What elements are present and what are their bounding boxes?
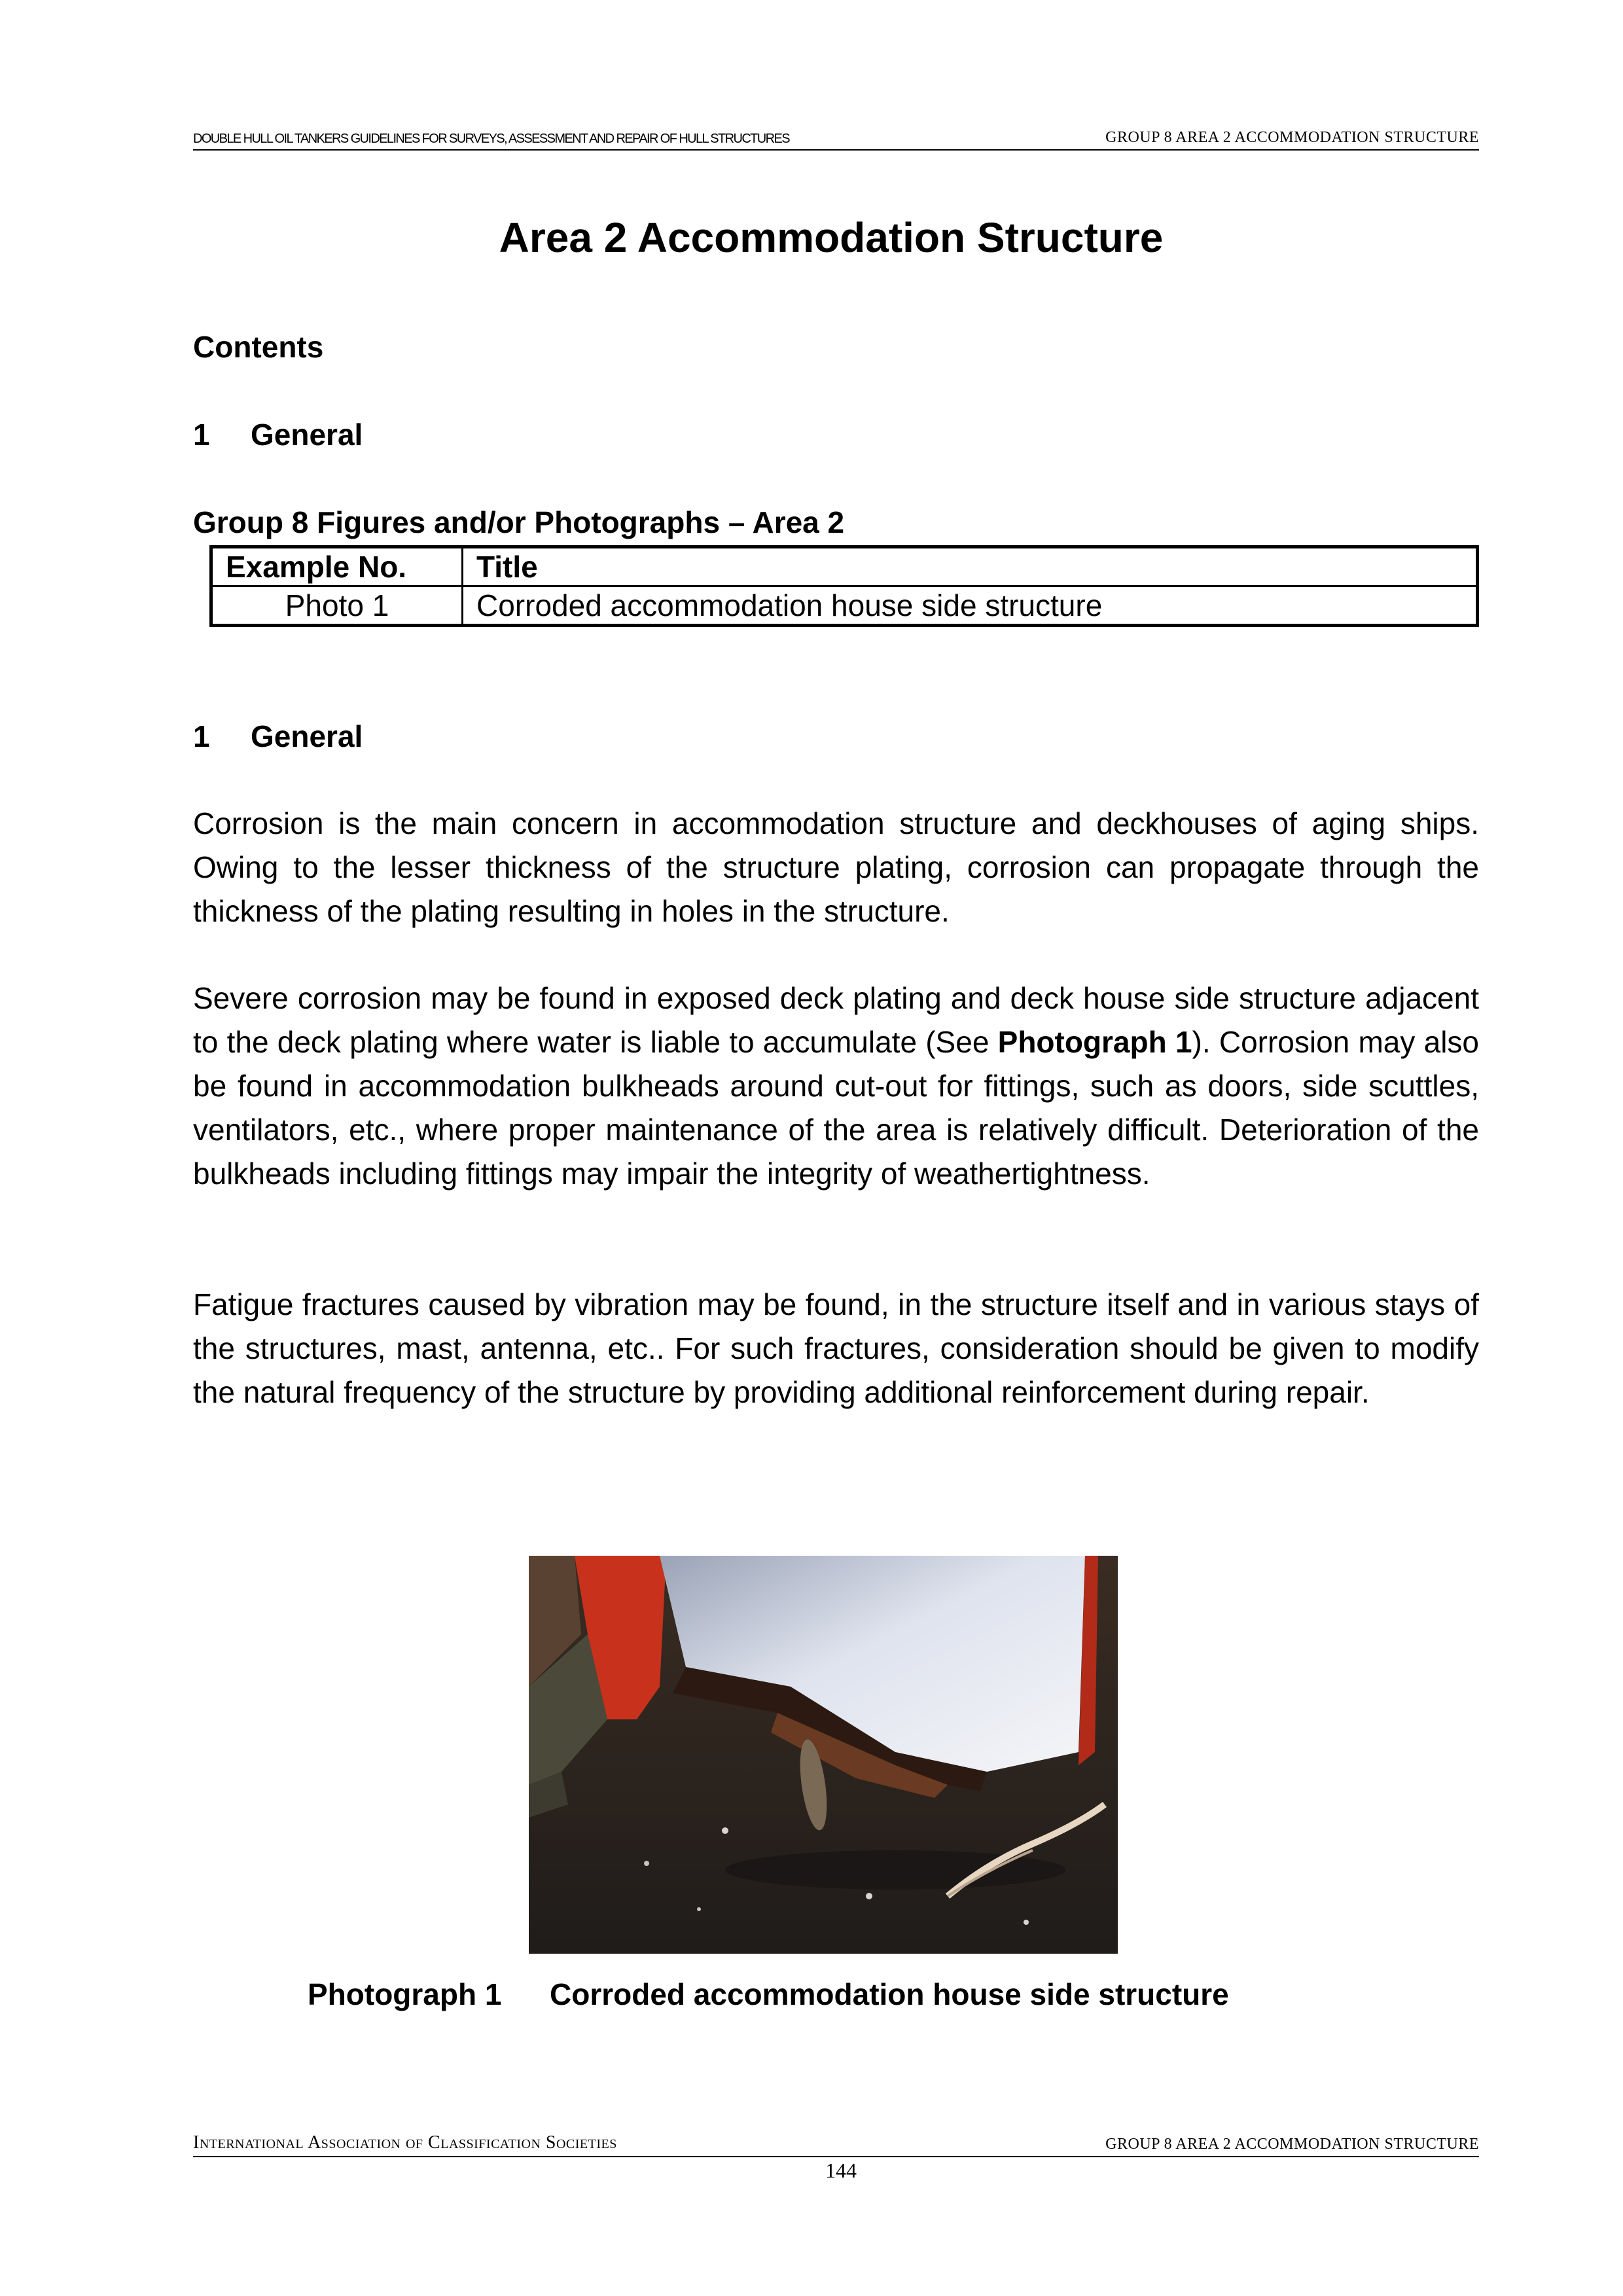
page-title: Area 2 Accommodation Structure: [499, 214, 1164, 261]
paragraph-2-text-a: Severe corrosion may be found in exposed deck plating and deck house side structure adjacent to the deck plating where water is liable to accumulate (See: [193, 981, 1479, 1059]
table-cell-title: Corroded accommodation house side structure: [463, 586, 1478, 626]
caption-text: Corroded accommodation house side structure: [550, 1977, 1229, 2011]
section-heading: [193, 719, 363, 754]
contents-item-number: 1: [193, 418, 210, 452]
page-footer: [193, 2132, 1479, 2157]
column-header-example: Example No.: [211, 547, 463, 586]
contents-heading: Contents: [193, 330, 324, 364]
photograph-caption: [308, 1977, 1229, 2012]
caption-label: Photograph 1: [308, 1977, 502, 2011]
header-section-title: GROUP 8 AREA 2 ACCOMMODATION STRUCTURE: [1105, 129, 1479, 146]
header-document-title: DOUBLE HULL OIL TANKERS GUIDELINES FOR SURVEYS, ASSESSMENT AND REPAIR OF HULL STRUCTURES: [193, 132, 789, 146]
figures-table-header: [211, 547, 1478, 586]
page-header: [193, 128, 1479, 151]
page-number: 144: [825, 2159, 857, 2182]
table-cell-example: Photo 1: [211, 586, 463, 626]
paragraph-2-text-b: ). Corrosion may also be found in accommodation bulkheads around cut-out for fittings, such as doors, side scuttles, ventilators, etc., where proper maintenance of the area is relatively difficult. Deterioration of the bulkheads including fittings may impair the integrity of weathertightness.: [193, 1025, 1479, 1191]
contents-item-label: General: [251, 418, 363, 452]
corrosion-photograph: [529, 1556, 1118, 1954]
photograph-reference: Photograph 1: [997, 1025, 1192, 1059]
section-number: 1: [193, 719, 210, 753]
footer-organization: International Association of Classification Societies: [193, 2132, 617, 2153]
contents-item[interactable]: [193, 417, 363, 452]
column-header-title: Title: [463, 547, 1478, 586]
paragraph-2: [193, 977, 1479, 1196]
section-title: General: [251, 719, 363, 753]
footer-section-title: GROUP 8 AREA 2 ACCOMMODATION STRUCTURE: [1105, 2136, 1479, 2153]
paragraph-3: Fatigue fractures caused by vibration may be found, in the structure itself and in various stays of the structures, mast, antenna, etc.. For such fractures, consideration should be given to modify the natural frequency of the structure by providing additional reinforcement during repair.: [193, 1287, 1479, 1409]
figures-table: [209, 545, 1479, 627]
table-row: [211, 586, 1478, 626]
paragraph-1: Corrosion is the main concern in accommodation structure and deckhouses of aging ships. Owing to the lesser thickness of the structure plating, corrosion can propagate through the thickness of the plating resulting in holes in the structure.: [193, 806, 1479, 928]
figures-heading: Group 8 Figures and/or Photographs – Area 2: [193, 505, 845, 539]
